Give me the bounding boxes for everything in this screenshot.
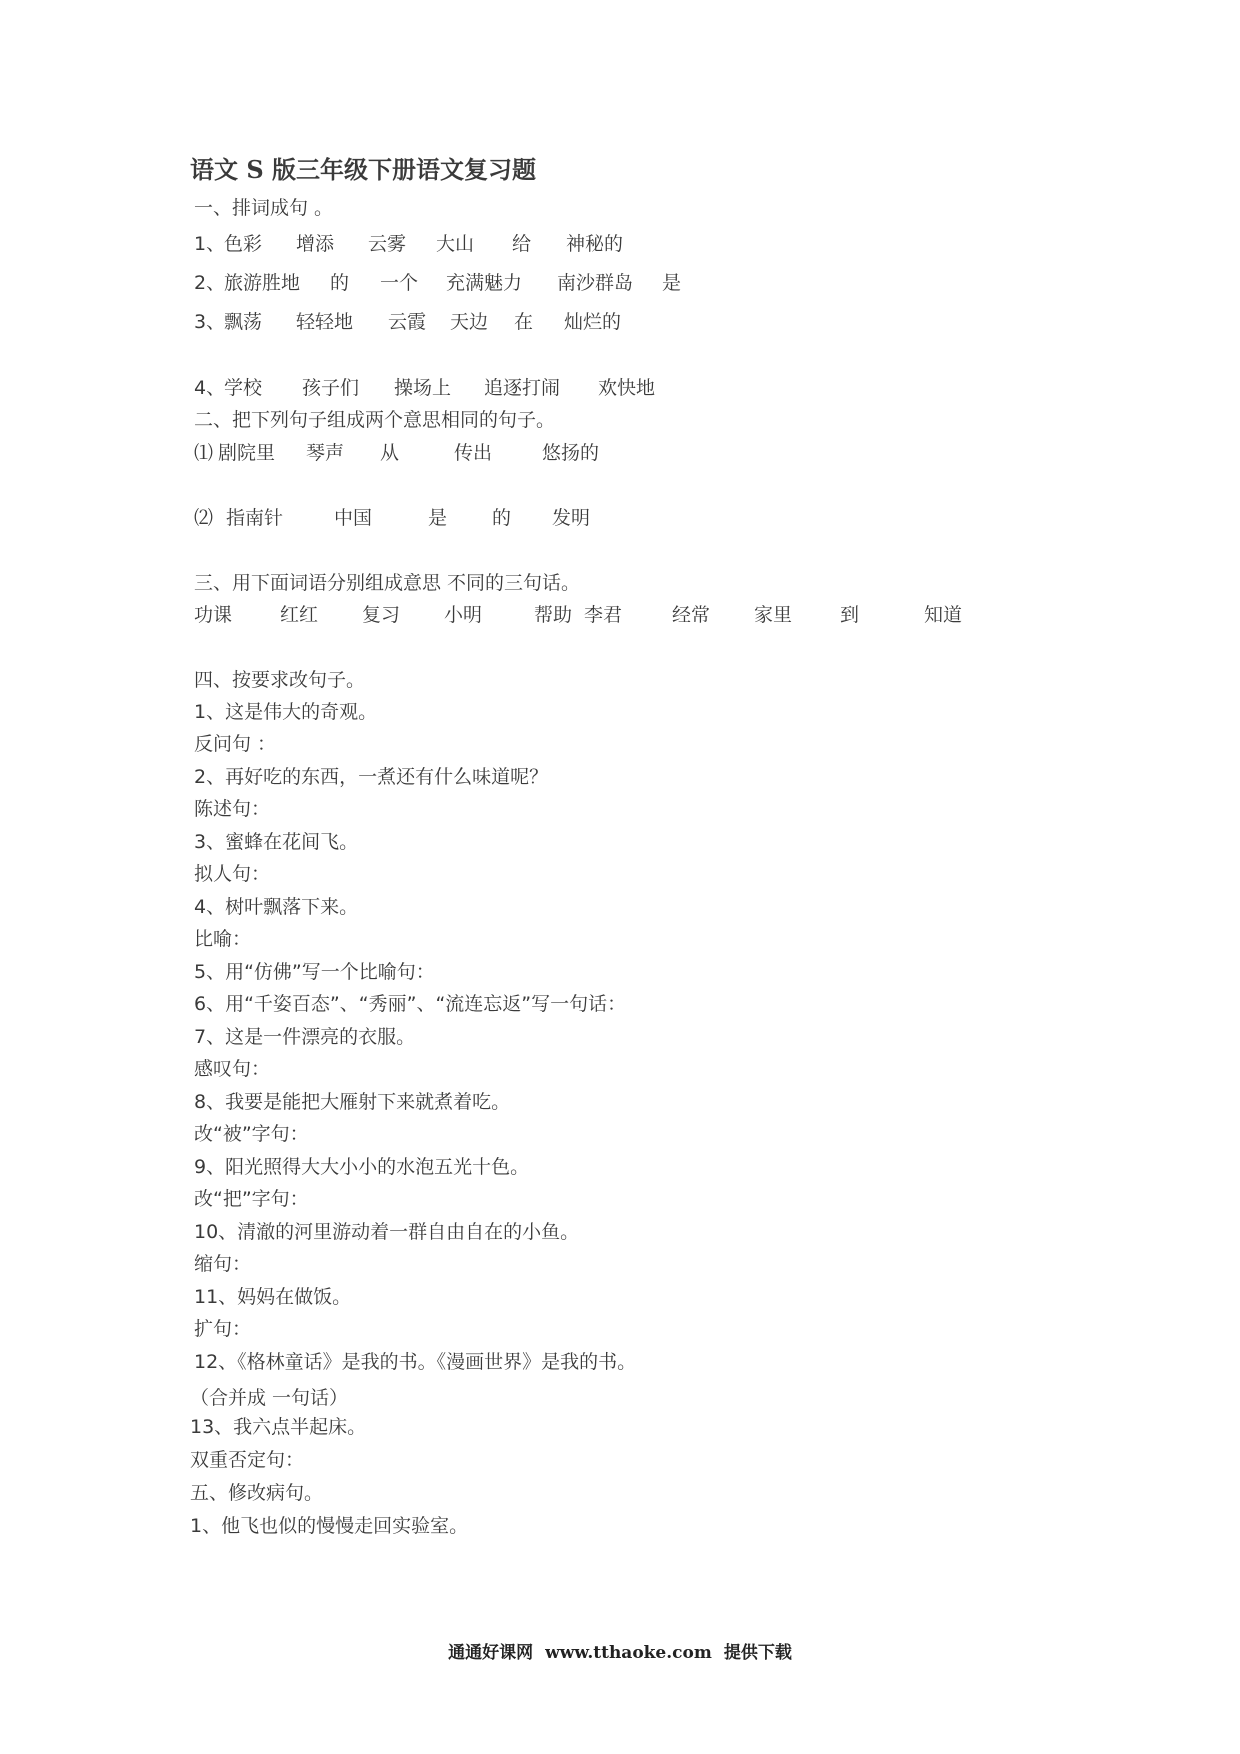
word: 给 [512, 233, 532, 255]
s4-line: 改“被”字句： [194, 1123, 309, 1145]
word: 李君 [584, 604, 623, 626]
s4-line: 反问句 ： [194, 733, 277, 755]
word: 天边 [450, 311, 489, 333]
word: 南沙群岛 [557, 272, 634, 294]
s4-line: 改“把”字句： [194, 1188, 309, 1210]
word: 灿烂的 [564, 311, 622, 333]
section-3-heading: 三、用下面词语分别组成意思 不同的三句话。 [194, 572, 581, 594]
page-footer [0, 1638, 1240, 1663]
document-title: 语文 S 版三年级下册语文复习题 [190, 155, 537, 184]
s4-line: 2、再好吃的东西，一煮还有什么味道呢？ [194, 766, 549, 788]
word: 剧院里 [218, 442, 276, 464]
s4-line: 拟人句： [194, 863, 271, 885]
word: 琴声 [306, 442, 345, 464]
word: 神秘的 [566, 233, 624, 255]
word: 中国 [334, 507, 373, 529]
s3-word-list [194, 603, 1194, 627]
s4-line: 陈述句： [194, 798, 271, 820]
s4-line: 4、树叶飘落下来。 [194, 896, 359, 918]
word: 功课 [194, 604, 233, 626]
word: 经常 [672, 604, 711, 626]
s4-line: 6、用“千姿百态”、“秀丽”、“流连忘返”写一句话： [194, 993, 627, 1015]
word: 孩子们 [302, 377, 360, 399]
s4-line: 12、《格林童话》是我的书。《漫画世界》是我的书。 [194, 1351, 637, 1373]
word: 充满魅力 [446, 272, 523, 294]
word: 云霞 [388, 311, 427, 333]
s4-line: 缩句： [194, 1253, 252, 1275]
s4-line: 8、我要是能把大雁射下来就煮着吃。 [194, 1091, 511, 1113]
footer-suffix: 提供下载 [723, 1643, 792, 1663]
footer-url: www.tthaoke.com [545, 1643, 712, 1663]
s2-question-1 [194, 441, 1194, 465]
word: 增添 [296, 233, 335, 255]
question-number: ⑵ [194, 507, 214, 529]
s1-question-1 [194, 232, 1194, 256]
s4-line: 5、用“仿佛”写一个比喻句： [194, 961, 435, 983]
word: 一个 [380, 272, 419, 294]
word: 到 [840, 604, 860, 626]
word: 小明 [444, 604, 483, 626]
section-2-heading: 二、把下列句子组成两个意思相同的句子。 [194, 409, 556, 431]
word: 是 [662, 272, 682, 294]
word: 家里 [754, 604, 793, 626]
question-number: 3、 [194, 311, 226, 333]
word: 飘荡 [224, 311, 263, 333]
footer-site-name: 通通好课网 [448, 1643, 534, 1663]
word: 操场上 [394, 377, 452, 399]
s5-line: 1、他飞也似的慢慢走回实验室。 [190, 1515, 469, 1537]
s4-line: 比喻： [194, 928, 252, 950]
section-5-heading: 五、修改病句。 [190, 1482, 324, 1504]
question-number: ⑴ [194, 442, 214, 464]
word: 轻轻地 [296, 311, 354, 333]
word: 是 [428, 507, 448, 529]
s4-line: 双重否定句： [190, 1449, 305, 1471]
word: 红红 [280, 604, 319, 626]
word: 大山 [436, 233, 475, 255]
s1-question-4 [194, 376, 1194, 400]
question-number: 4、 [194, 377, 226, 399]
word: 追逐打闹 [484, 377, 561, 399]
section-1-heading: 一、排词成句 。 [194, 197, 334, 219]
word: 知道 [924, 604, 963, 626]
s1-question-3 [194, 310, 1194, 334]
s4-line: 3、蜜蜂在花间飞。 [194, 831, 359, 853]
word: 发明 [552, 507, 591, 529]
word: 欢快地 [598, 377, 656, 399]
word: 帮助 [534, 604, 573, 626]
s4-line: 10、清澈的河里游动着一群自由自在的小鱼。 [194, 1221, 580, 1243]
word: 色彩 [224, 233, 263, 255]
s4-line: （合并成 一句话） [190, 1387, 349, 1409]
word: 的 [330, 272, 350, 294]
word: 学校 [224, 377, 263, 399]
word: 在 [514, 311, 534, 333]
word: 传出 [454, 442, 493, 464]
s4-line: 扩句： [194, 1318, 252, 1340]
question-number: 2、 [194, 272, 226, 294]
word: 从 [380, 442, 400, 464]
s4-line: 7、这是一件漂亮的衣服。 [194, 1026, 416, 1048]
word: 指南针 [226, 507, 284, 529]
word: 的 [492, 507, 512, 529]
s4-line: 11、妈妈在做饭。 [194, 1286, 352, 1308]
word: 旅游胜地 [224, 272, 301, 294]
question-number: 1、 [194, 233, 226, 255]
section-4-heading: 四、按要求改句子。 [194, 669, 366, 691]
word: 悠扬的 [542, 442, 600, 464]
word: 复习 [362, 604, 401, 626]
s4-line: 1、这是伟大的奇观。 [194, 701, 378, 723]
s1-question-2 [194, 271, 1194, 295]
s4-line: 感叹句： [194, 1058, 271, 1080]
s2-question-2 [194, 506, 1194, 530]
word: 云雾 [368, 233, 407, 255]
s4-line: 9、阳光照得大大小小的水泡五光十色。 [194, 1156, 530, 1178]
s4-line: 13、我六点半起床。 [190, 1416, 367, 1438]
